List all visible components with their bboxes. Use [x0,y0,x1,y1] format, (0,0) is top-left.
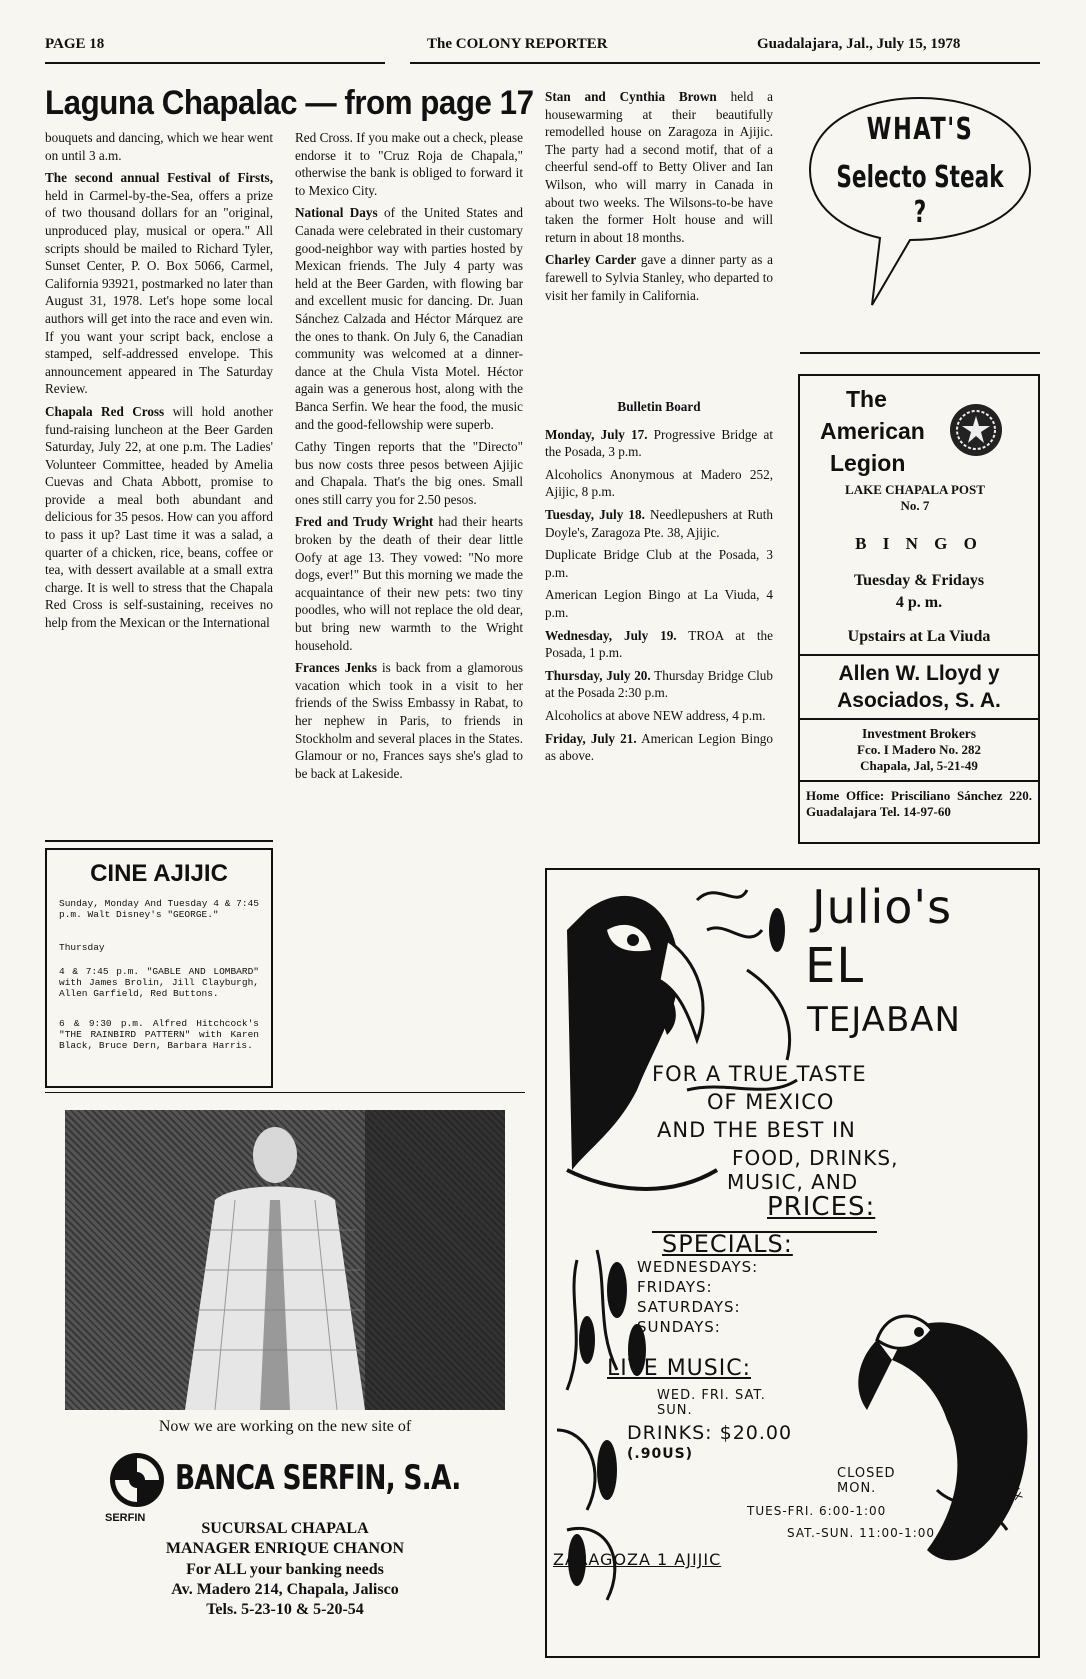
specials-day-4: SUNDAYS: [637,1318,721,1336]
live-music: LIVE MUSIC: [607,1356,751,1381]
article-column-3 [545,88,773,309]
specials-day-1: WEDNESDAYS: [637,1258,759,1276]
article-column-2 [295,129,523,787]
col2-para-4: Frances Jenks is back from a glamorous vacation which took in a visit to her friends of the Swiss Embassy in Rabat, to her nephew in Paris, to friends in Stockholm and several places in the States. Glamour or no, Frances says she's glad to be back at Lakeside. [295,660,523,781]
col3-para-1: Charley Carder gave a dinner party as a farewell to Sylvia Stanley, who departed to visit her family in California. [545,252,773,303]
specials-title: SPECIALS: [662,1230,793,1258]
legion-days: Tuesday & Fridays [853,572,985,589]
cine-title: CINE AJIJIC [90,860,228,887]
construction-photo [65,1110,505,1410]
bulletin-entry: Tuesday, July 18. Needlepushers at Ruth Doyle's, Zaragoza Pte. 38, Ajijic. [545,506,774,540]
headline: Laguna Chapalac — from page 17 [45,84,534,122]
closed-notice: CLOSED MON. [837,1466,896,1496]
bank-line-3: For ALL your banking needs [186,1561,384,1578]
col3-para-0: Stan and Cynthia Brown held a housewarming at their beautifully remodelled house on Zaragoza in Ajijic. The party had a second motif, that of a cheerful send-off to Betty Oliver and Ian Wilson, who will marry in Canada in about two weeks. The Wilsons-to-be have taken the former Holt house and will return in about 18 months. [545,89,773,245]
bulletin-entry: Duplicate Bridge Club at the Posada, 3 p.m. [545,547,773,580]
steak-underline [800,352,1040,354]
specials-day-2: FRIDAYS: [637,1278,713,1296]
bank-line-4: Av. Madero 214, Chapala, Jalisco [171,1581,399,1598]
bank-line-1: SUCURSAL CHAPALA [201,1520,369,1537]
steak-line-2: Selecto Steak ? [836,160,1004,230]
bank-line-2: MANAGER ENRIQUE CHANON [165,1540,405,1557]
cine-thursday: Thursday [59,942,105,953]
legion-time: 4 p. m. [895,594,943,611]
firm-divider [800,718,1038,720]
bulletin-entry: Friday, July 21. American Legion Bingo as above. [545,730,773,764]
firm-divider-2 [800,780,1038,782]
bulletin-entry: Monday, July 17. Progressive Bridge at the Posada, 3 p.m. [545,426,773,460]
bulletin-entry: Alcoholics Anonymous at Madero 252, Ajijic, 8 p.m. [545,466,773,500]
col2-para-3: Fred and Trudy Wright had their hearts broken by the death of their dear little Oofy at age 13. They vowed: "No more dogs, ever!" But this morning we made the acquaintance of their new pets: two tiny poodles, who will not replace the old dear, but bring new warmth to the Wright household. [295,514,523,653]
cine-ajijic-ad [45,848,273,1088]
bulletin-entry: Thursday, July 20. Thursday Bridge Club at the Posada 2:30 p.m. [545,667,773,701]
col2-para-0: Red Cross. If you make out a check, please endorse it to "Cruz Roja de Chapala," otherwise the bank is obliged to forward it to Mexico City. [295,130,523,198]
cine-program-2: 4 & 7:45 p.m. "GABLE AND LOMBARD" with James Brolin, Jill Clayburgh, Allen Garfield, Red Buttons. [59,966,259,999]
legion-bingo: B I N G O [855,534,983,553]
legion-emblem-icon [948,402,1004,458]
col1-para-0: bouquets and dancing, which we hear went on until 3 a.m. [45,130,273,163]
tejaban-address: ZARAGOZA 1 AJIJIC [553,1550,722,1569]
article-column-1 [45,129,273,637]
header-rule-right [410,62,1040,64]
artist-signature: BRIX [1002,1470,1026,1503]
tagline-1: FOR A TRUE TASTE [652,1062,867,1086]
hours-weekend: SAT.-SUN. 11:00-1:00 [787,1526,936,1540]
col1-para-1: The second annual Festival of Firsts, held in Carmel-by-the-Sea, offers a prize of two thousand dollars for an "original, unproduced play, musical or opera." All scripts should be mailed to Richard Tyler, Sunset Center, P. O. Box 5066, Carmel, California 93921, postmarked no later than August 31, 1978. Let's hope some local authors will get into the race and even win. If you want your script back, enclose a stamped, self-addressed envelope. This announcement appeared in The Saturday Review. [45,170,273,397]
firm-home-office: Home Office: Prisciliano Sánchez 220. Guadalajara Tel. 14-97-60 [806,788,1032,819]
bank-caption: Now we are working on the new site of [158,1418,412,1435]
serfin-logo-icon [107,1450,167,1510]
cine-program-1: Sunday, Monday And Tuesday 4 & 7:45 p.m. Walt Disney's "GEORGE." [59,898,259,920]
firm-name: Allen W. Lloyd y Asociados, S. A. [837,662,1001,712]
specials-day-3: SATURDAYS: [637,1298,741,1316]
bank-name: BANCA SERFIN, S.A. [175,1458,461,1498]
live-music-days: WED. FRI. SAT. SUN. [657,1388,766,1418]
julios-title: Julio's [812,880,953,934]
legion-title-1: The [846,386,887,412]
col1-para-2: Chapala Red Cross will hold another fund-raising luncheon at the Beer Garden Saturday, July 22, at one p.m. The Ladies' Volunteer Committee, headed by Amelia Cuevas and Chata Abbott, promise to provide a meal both abundant and delicious for 35 pesos. How can you afford to pass it up? Last time it was a salad, a quarter of a chicken, rice, beans, coffee or tea, with dessert available at a small extra charge. It is well to stress that the Chapala Red Cross is self-sustaining, receives no help from the Mexican or the International [45,403,273,631]
paper-name: The COLONY REPORTER [427,36,608,52]
bank-ad [45,1100,525,1660]
col2-para-1: National Days of the United States and Canada were celebrated in their customary good-neighbor way with parties hosted by Mexican friends. The July 4 party was held at the Beer Garden, with flowing bar and excellent music for dancing. Dr. Juan Sánchez Calzada and Héctor Márquez are the ones to thank. On July 6, the Canadian community was welcomed at a dinner-dance at the Chula Vista Motel. Héctor again was a generous host, along with the Banca Serfin. We hear the food, the music and the good-fellowship were superb. [295,205,524,432]
bulletin-entry: Alcoholics at above NEW address, 4 p.m. [545,707,766,723]
legion-title-3: Legion [830,450,906,476]
cine-top-rule [45,840,273,842]
firm-type: Investment Brokers [861,726,977,741]
steak-line-1: WHAT'S [866,112,974,147]
bulletin-entry: Wednesday, July 19. TROA at the Posada, 1 p.m. [545,627,773,661]
dateline: Guadalajara, Jal., July 15, 1978 [757,36,961,52]
header-rule-left [45,62,385,64]
tagline-prices: PRICES: [767,1192,876,1222]
bank-line-5: Tels. 5-23-10 & 5-20-54 [206,1601,364,1618]
american-legion-ad [798,374,1040,844]
tagline-4: FOOD, DRINKS, [732,1146,899,1170]
bulletin-title: Bulletin Board [617,399,701,414]
tejaban-title: TEJABAN [807,1000,961,1040]
julios-el-tejaban-ad [545,868,1040,1658]
legion-divider [800,654,1038,656]
cine-bottom-rule [45,1092,525,1093]
hours-weekday: TUES-FRI. 6:00-1:00 [747,1504,887,1518]
tagline-5: MUSIC, AND [727,1170,859,1194]
drinks-price: DRINKS: $20.00 [627,1422,793,1444]
drinks-usd: (.90US) [627,1446,694,1462]
col2-para-2: Cathy Tingen reports that the "Directo" bus now costs three pesos between Ajijic and Chapala. That's the big ones. Small ones still carry you for 2.50 pesos. [295,439,523,507]
page-number: PAGE 18 [45,36,105,52]
legion-post: LAKE CHAPALA POST No. 7 [845,482,985,513]
bulletin-entry: American Legion Bingo at La Viuda, 4 p.m. [545,587,773,620]
firm-address-1: Fco. I Madero No. 282 [857,742,981,757]
serfin-logo-word: SERFIN [105,1512,146,1524]
bulletin-board [545,398,773,770]
el-title: EL [805,938,865,994]
legion-place: Upstairs at La Viuda [847,628,991,645]
tagline-3: AND THE BEST IN [657,1118,856,1142]
tagline-2: OF MEXICO [707,1090,835,1114]
man-silhouette-icon [65,1110,505,1410]
selecto-steak-ad [800,90,1040,320]
firm-address-2: Chapala, Jal, 5-21-49 [860,758,978,773]
legion-title-2: American [820,418,925,444]
cine-program-3: 6 & 9:30 p.m. Alfred Hitchcock's "THE RAINBIRD PATTERN" with Karen Black, Bruce Dern, Barbara Harris. [59,1018,259,1051]
